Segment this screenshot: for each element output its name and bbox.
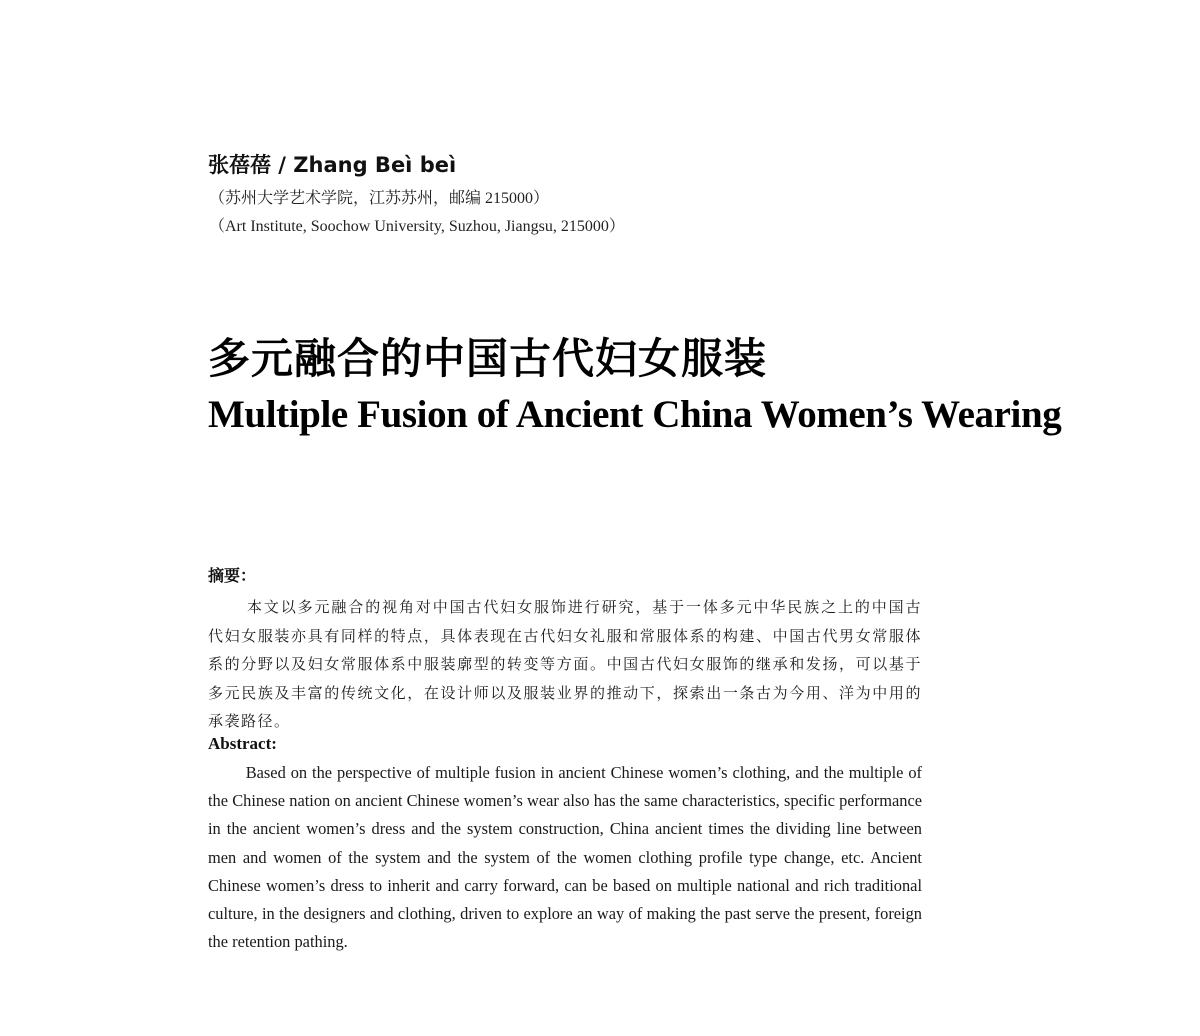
paper-title-english: Multiple Fusion of Ancient China Women’s Wearing [208, 393, 1062, 436]
author-affiliation-chinese: （苏州大学艺术学院，江苏苏州，邮编 215000） [209, 190, 550, 207]
abstract-body-chinese: 本文以多元融合的视角对中国古代妇女服饰进行研究，基于一体多元中华民族之上的中国古代妇女服装亦具有同样的特点，具体表现在古代妇女礼服和常服体系的构建、中国古代男女常服体系的分野以及妇女常服体系中服装廓型的转变等方面。中国古代妇女服饰的继承和发扬，可以基于多元民族及丰富的传统文化，在设计师以及服装业界的推动下，探索出一条古为今用、洋为中用的承袭路径。 [208, 598, 922, 731]
abstract-heading-english: Abstract: [208, 734, 277, 753]
abstract-heading-chinese: 摘要： [208, 566, 257, 585]
author-name: 张蓓蓓 / Zhang Beì beì [208, 153, 457, 177]
author-affiliation-english: （Art Institute, Soochow University, Suzhou, Jiangsu, 215000） [209, 218, 625, 235]
abstract-body-english: Based on the perspective of multiple fusion in ancient Chinese women’s clothing, and the multiple of the Chinese nation on ancient Chinese women’s wear also has the same characteristics, specific performance in the ancient women’s dress and the system construction, China ancient times the dividing line between men and women of the system and the system of the women clothing profile type change, etc. Ancient Chinese women’s dress to inherit and carry forward, can be based on multiple national and rich traditional culture, in the designers and clothing, driven to explore an way of making the past serve the present, foreign the retention pathing. [208, 763, 922, 952]
paper-title-chinese: 多元融合的中国古代妇女服装 [208, 334, 768, 383]
